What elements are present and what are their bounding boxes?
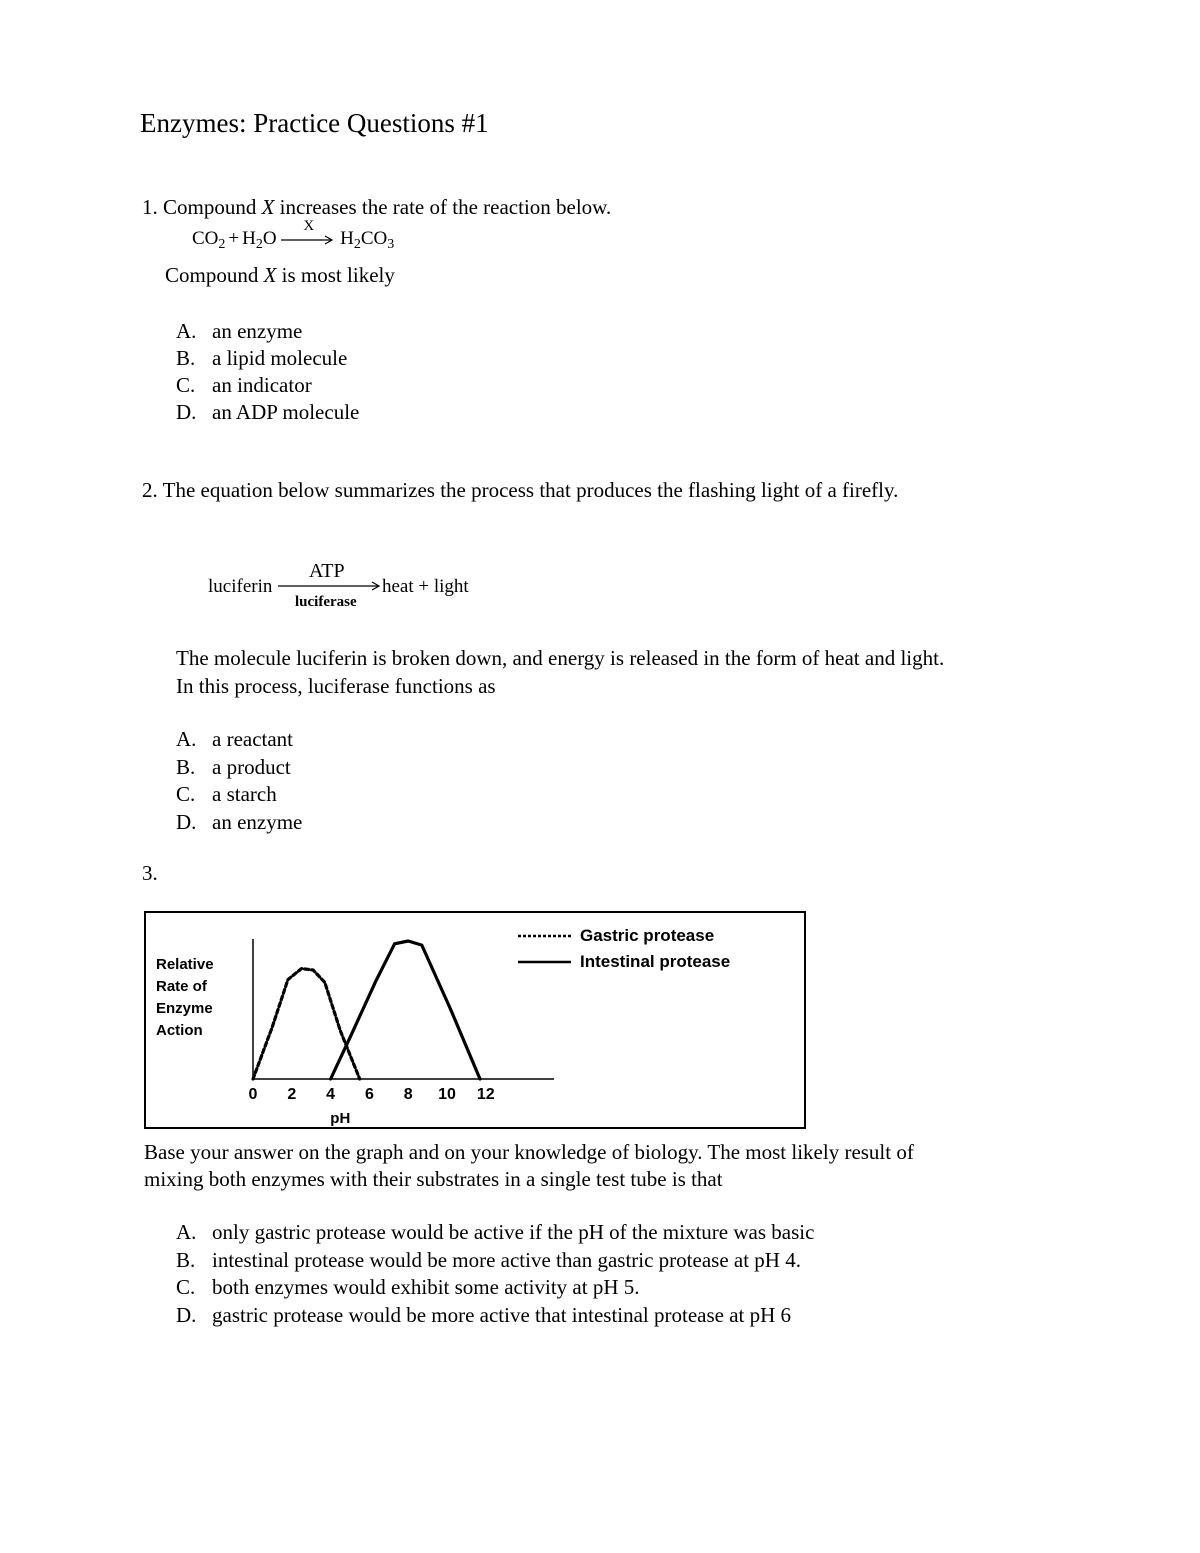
- question-1-stem: [142, 195, 611, 220]
- y-label-line: Relative: [156, 956, 214, 973]
- legend-label: Intestinal protease: [580, 952, 731, 971]
- x-tick-label: 8: [403, 1086, 413, 1103]
- question-text: In this process, luciferase functions as: [176, 674, 496, 698]
- x-tick-label: 2: [287, 1086, 297, 1103]
- chart-legend: [518, 926, 730, 971]
- option-text: an ADP molecule: [212, 400, 360, 424]
- arrow-icon: [278, 578, 382, 594]
- question-2-body: [176, 644, 944, 700]
- answer-option[interactable]: [176, 1219, 814, 1247]
- x-axis-label: pH: [330, 1110, 351, 1127]
- question-text: mixing both enzymes with their substrates in a single test tube is that: [144, 1167, 723, 1191]
- option-text: an enzyme: [212, 809, 303, 834]
- question-2-stem: [142, 478, 898, 503]
- legend-label: Gastric protease: [580, 926, 715, 945]
- option-letter: B.: [176, 754, 196, 779]
- variable-x: X: [263, 263, 277, 287]
- question-1-options: [176, 318, 359, 426]
- question-text: The molecule luciferin is broken down, and energy is released in the form of heat and light.: [176, 646, 945, 670]
- eq-products: heat + light: [382, 576, 469, 597]
- option-letter: D.: [176, 400, 197, 424]
- option-text: gastric protease would be more active that intestinal protease at pH 6: [212, 1302, 792, 1327]
- option-text: only gastric protease would be active if the pH of the mixture was basic: [212, 1220, 815, 1244]
- question-1-followup: [165, 263, 395, 288]
- page-title: Enzymes: Practice Questions #1: [140, 108, 489, 138]
- question-text: The equation below summarizes the process that produces the flashing light of a firefly.: [162, 478, 899, 502]
- question-text: Base your answer on the graph and on your knowledge of biology. The most likely result of: [144, 1140, 914, 1164]
- eq-above-arrow: ATP: [309, 560, 345, 582]
- question-number: 3.: [142, 861, 158, 885]
- option-letter: A.: [176, 727, 197, 751]
- option-letter: A.: [176, 1220, 197, 1244]
- x-tick-label: 6: [364, 1086, 374, 1103]
- x-tick-labels: [249, 1086, 495, 1103]
- question-number: 1.: [142, 195, 158, 219]
- arrow-label: X: [303, 217, 315, 234]
- eq-subscript: 2: [218, 237, 226, 252]
- option-letter: A.: [176, 319, 197, 343]
- arrow-icon: [281, 230, 335, 250]
- option-text: an enzyme: [212, 319, 303, 343]
- eq-subscript: 2: [255, 237, 263, 252]
- gastric-protease-line: [253, 969, 360, 1079]
- y-label-line: Action: [156, 1022, 203, 1039]
- answer-option[interactable]: [176, 754, 302, 782]
- eq-term: CO: [192, 228, 219, 249]
- question-text: Compound: [163, 195, 257, 219]
- y-axis-label: [156, 956, 214, 1039]
- question-number: 2.: [142, 478, 158, 502]
- reaction-equation-2: [208, 560, 508, 616]
- eq-subscript: 2: [353, 237, 361, 252]
- y-label-line: Rate of: [156, 978, 207, 995]
- option-letter: C.: [176, 373, 196, 397]
- answer-option[interactable]: [176, 318, 359, 345]
- answer-option[interactable]: [176, 345, 359, 372]
- eq-term: H: [340, 228, 354, 249]
- eq-term: H: [242, 228, 256, 249]
- variable-x: X: [261, 195, 275, 219]
- answer-option[interactable]: [176, 1247, 814, 1275]
- question-text: is most likely: [281, 263, 395, 287]
- option-text: an indicator: [212, 373, 312, 397]
- chart-svg: [146, 913, 804, 1127]
- eq-term: O: [262, 228, 277, 249]
- reaction-equation-1: [192, 217, 395, 253]
- option-letter: B.: [176, 1247, 196, 1272]
- answer-option[interactable]: [176, 1274, 814, 1302]
- question-text: increases the rate of the reaction below.: [279, 195, 612, 219]
- answer-option[interactable]: [176, 372, 359, 399]
- option-text: a lipid molecule: [212, 346, 348, 370]
- y-label-line: Enzyme: [156, 1000, 213, 1017]
- chart-series: [253, 941, 480, 1079]
- answer-option[interactable]: [176, 809, 302, 837]
- eq-subscript: 3: [387, 237, 395, 252]
- eq-below-arrow: luciferase: [295, 594, 357, 610]
- answer-option[interactable]: [176, 399, 359, 426]
- answer-option[interactable]: [176, 726, 302, 754]
- x-tick-label: 0: [248, 1086, 258, 1103]
- option-letter: B.: [176, 346, 196, 370]
- question-2-options: [176, 726, 302, 836]
- option-text: a starch: [212, 782, 277, 806]
- eq-plus: +: [228, 228, 240, 249]
- question-3-options: [176, 1219, 814, 1329]
- question-3-body: [144, 1139, 914, 1193]
- x-tick-label: 4: [326, 1086, 336, 1103]
- enzyme-activity-chart: [144, 911, 806, 1129]
- option-letter: D.: [176, 1302, 197, 1327]
- x-tick-label: 12: [476, 1086, 495, 1103]
- option-letter: C.: [176, 782, 196, 806]
- option-text: a reactant: [212, 727, 294, 751]
- x-tick-label: 10: [438, 1086, 456, 1103]
- eq-term: CO: [360, 228, 388, 249]
- answer-option[interactable]: [176, 781, 302, 809]
- eq-reactant: luciferin: [208, 576, 273, 597]
- option-letter: C.: [176, 1275, 196, 1299]
- question-text: Compound: [165, 263, 259, 287]
- option-letter: D.: [176, 809, 197, 834]
- answer-option[interactable]: [176, 1302, 814, 1330]
- option-text: intestinal protease would be more active than gastric protease at pH 4.: [212, 1247, 801, 1272]
- option-text: both enzymes would exhibit some activity at pH 5.: [212, 1275, 640, 1299]
- reaction-arrow: [281, 217, 335, 250]
- option-text: a product: [212, 754, 291, 779]
